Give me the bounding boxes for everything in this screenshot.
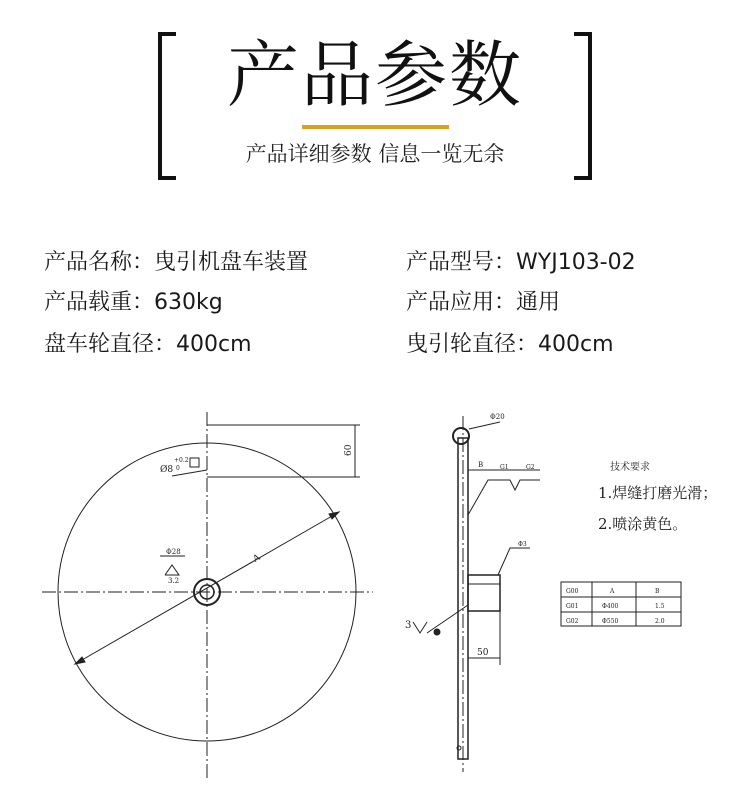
g1-label: G1 [500, 464, 509, 471]
tech-item-2: 2.喷涂黄色。 [598, 515, 688, 533]
b-label: B [478, 461, 484, 469]
title-accent-line [302, 125, 449, 129]
spec-value: 400cm [538, 332, 614, 357]
top-leader [469, 422, 500, 429]
spec-label: 产品载重： [44, 290, 155, 315]
technical-drawing [0, 400, 750, 805]
tolerance-lower: 0 [176, 465, 180, 472]
diameter-dimension-label: A [251, 552, 263, 565]
spec-label: 曳引轮直径： [406, 332, 539, 357]
spec-traction-wheel-diameter [406, 330, 614, 360]
dim-arrow [329, 512, 339, 519]
spec-value: 曳引机盘车装置 [154, 250, 309, 275]
leader-dot [434, 629, 440, 635]
side-roughness-symbol [413, 622, 427, 633]
table-cell: 2.0 [655, 618, 665, 625]
table-header: A [610, 588, 615, 595]
g2-label: G2 [526, 464, 535, 471]
hub-label: Φ28 [166, 548, 181, 556]
spec-value: 400cm [176, 332, 252, 357]
page-title: 产品参数 [226, 33, 523, 117]
table-header: G00 [566, 588, 579, 595]
hub-leader [498, 548, 530, 575]
table-cell: G02 [566, 618, 579, 625]
header [0, 0, 750, 200]
spec-product-application [406, 288, 560, 318]
table-cell: Φ550 [602, 618, 619, 625]
shaft-top-hole [453, 428, 469, 444]
spec-label: 产品名称： [44, 250, 155, 275]
table-cell: G01 [566, 603, 579, 610]
spec-product-load [44, 288, 223, 318]
dim-arrow [75, 657, 85, 664]
g-leader [468, 480, 540, 515]
width-dimension-label: 50 [477, 648, 489, 658]
page-subtitle: 产品详细参数 信息一览无余 [245, 142, 505, 166]
roughness-symbol [165, 565, 179, 575]
side-roughness-label: 3 [405, 620, 412, 631]
tolerance-box [190, 458, 199, 467]
vertical-dimension-label: 60 [344, 444, 354, 456]
table-cell: Φ400 [602, 603, 619, 610]
spec-value: 通用 [516, 290, 561, 315]
roughness-label: 3.2 [168, 577, 180, 585]
tech-heading: 技术要求 [610, 462, 650, 473]
spec-value: WYJ103-02 [516, 250, 636, 275]
spec-label: 产品型号： [406, 250, 517, 275]
tolerance-label: Ø8 [160, 465, 174, 475]
top-hole-label: Φ20 [490, 413, 505, 421]
side-hub-label: Φ3 [518, 541, 527, 548]
drawing-canvas [0, 400, 750, 805]
spec-product-model [406, 248, 636, 278]
table-cell: 1.5 [655, 603, 665, 610]
side-roughness-leader [427, 605, 468, 633]
spec-label: 产品应用： [406, 290, 517, 315]
spec-label: 盘车轮直径： [44, 332, 177, 357]
spec-value: 630kg [154, 290, 223, 315]
tech-item-1: 1.焊缝打磨光滑； [598, 484, 718, 502]
table-header: B [655, 588, 660, 595]
spec-handwheel-diameter [44, 330, 252, 360]
tolerance-upper: +0.2 [174, 457, 189, 464]
spec-product-name [44, 248, 308, 278]
hub-section [468, 575, 500, 611]
